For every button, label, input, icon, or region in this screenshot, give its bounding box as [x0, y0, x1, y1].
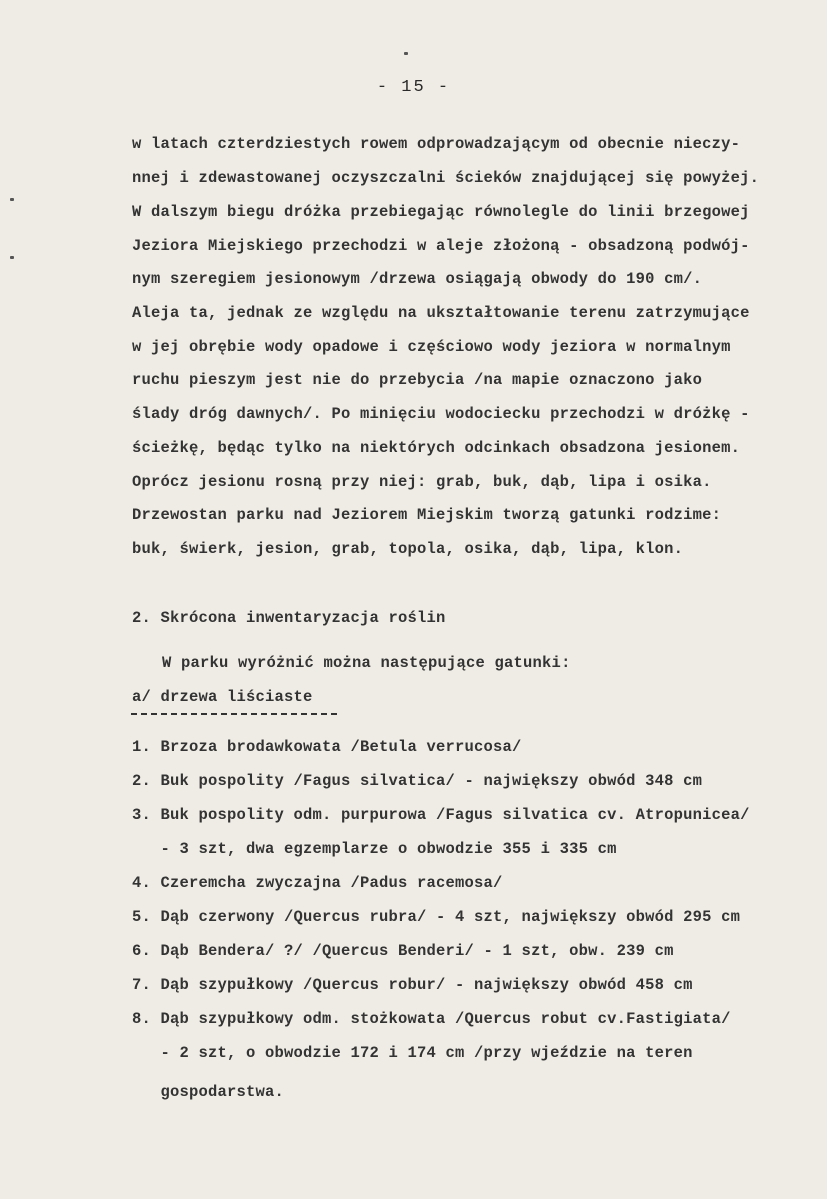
list-item: 1. Brzoza brodawkowata /Betula verrucosa/	[132, 738, 522, 756]
list-item: 8. Dąb szypułkowy odm. stożkowata /Quercus robut cv.Fastigiata/	[132, 1010, 731, 1028]
list-item: 4. Czeremcha zwyczajna /Padus racemosa/	[132, 874, 503, 892]
list-item: 5. Dąb czerwony /Quercus rubra/ - 4 szt, największy obwód 295 cm	[132, 908, 741, 926]
list-item: gospodarstwa.	[132, 1083, 285, 1101]
list-item: 6. Dąb Bendera/ ?/ /Quercus Benderi/ - 1 szt, obw. 239 cm	[132, 942, 674, 960]
page-number: - 15 -	[376, 78, 451, 97]
paragraph-line: nym szeregiem jesionowym /drzewa osiągają obwody do 190 cm/.	[132, 270, 703, 288]
margin-speck	[404, 52, 408, 55]
paragraph-line: ścieżkę, będąc tylko na niektórych odcinkach obsadzona jesionem.	[132, 439, 741, 457]
section-heading: 2. Skrócona inwentaryzacja roślin	[132, 609, 446, 627]
paragraph-line: ruchu pieszym jest nie do przebycia /na mapie oznaczono jako	[132, 371, 703, 389]
margin-speck	[10, 256, 14, 259]
paragraph-line: buk, świerk, jesion, grab, topola, osika, dąb, lipa, klon.	[132, 540, 684, 558]
paragraph-line: Oprócz jesionu rosną przy niej: grab, buk, dąb, lipa i osika.	[132, 473, 712, 491]
paragraph-line: w jej obrębie wody opadowe i częściowo wody jeziora w normalnym	[132, 338, 731, 356]
subsection-underline	[131, 713, 337, 715]
section-intro: W parku wyróżnić można następujące gatunki:	[162, 654, 571, 672]
list-item: - 2 szt, o obwodzie 172 i 174 cm /przy wjeździe na teren	[132, 1044, 693, 1062]
paragraph-line: Drzewostan parku nad Jeziorem Miejskim tworzą gatunki rodzime:	[132, 506, 722, 524]
paragraph-line: nnej i zdewastowanej oczyszczalni ścieków znajdującej się powyżej.	[132, 169, 760, 187]
subsection-heading: a/ drzewa liściaste	[132, 688, 313, 706]
paragraph-line: w latach czterdziestych rowem odprowadzającym od obecnie nieczy-	[132, 135, 741, 153]
paragraph-line: W dalszym biegu dróżka przebiegając równolegle do linii brzegowej	[132, 203, 750, 221]
list-item: 7. Dąb szypułkowy /Quercus robur/ - największy obwód 458 cm	[132, 976, 693, 994]
list-item: 3. Buk pospolity odm. purpurowa /Fagus silvatica cv. Atropunicea/	[132, 806, 750, 824]
paragraph-line: ślady dróg dawnych/. Po minięciu wodociecku przechodzi w dróżkę -	[132, 405, 750, 423]
margin-speck	[10, 198, 14, 201]
list-item: 2. Buk pospolity /Fagus silvatica/ - największy obwód 348 cm	[132, 772, 703, 790]
list-item: - 3 szt, dwa egzemplarze o obwodzie 355 i 335 cm	[132, 840, 617, 858]
paragraph-line: Jeziora Miejskiego przechodzi w aleje złożoną - obsadzoną podwój-	[132, 237, 750, 255]
paragraph-line: Aleja ta, jednak ze względu na ukształtowanie terenu zatrzymujące	[132, 304, 750, 322]
